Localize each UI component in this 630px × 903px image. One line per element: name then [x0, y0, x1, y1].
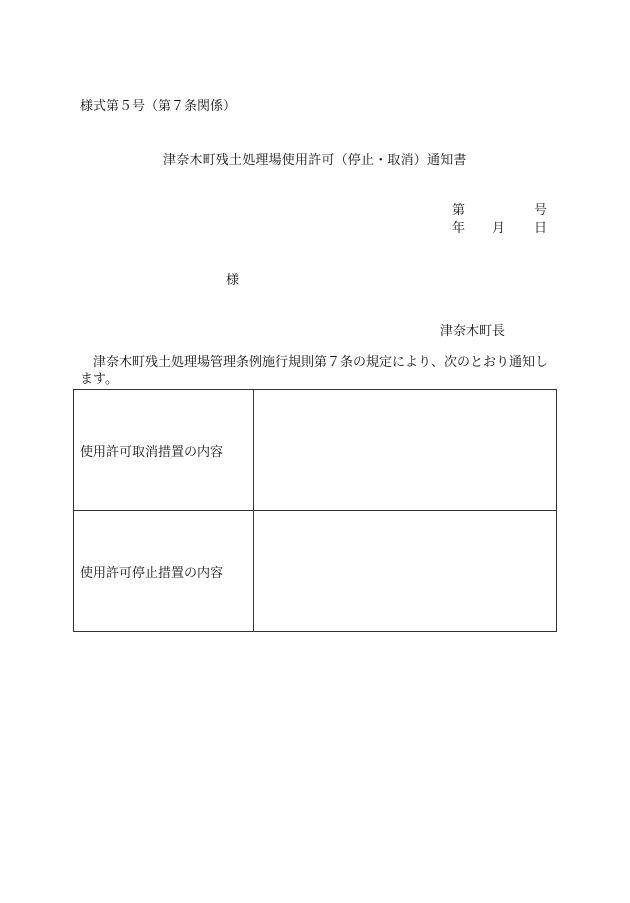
date-day-label: 日 — [534, 221, 548, 236]
table-row — [74, 390, 557, 511]
suspension-measure-value — [254, 511, 557, 632]
cancellation-measure-value — [254, 390, 557, 511]
cancellation-measure-label: 使用許可取消措置の内容 — [74, 390, 254, 511]
table-row — [74, 511, 557, 632]
sender-name: 津奈木町長 — [440, 324, 506, 339]
date-month-label: 月 — [492, 221, 506, 236]
form-number: 様式第５号（第７条関係） — [80, 99, 237, 114]
addressee-suffix: 様 — [226, 273, 240, 288]
number-suffix: 号 — [534, 203, 548, 218]
document-title: 津奈木町残土処理場使用許可（停止・取消）通知書 — [163, 153, 467, 168]
date-year-label: 年 — [452, 221, 466, 236]
content-table — [73, 389, 557, 632]
suspension-measure-label: 使用許可停止措置の内容 — [74, 511, 254, 632]
body-text: 津奈木町残土処理場管理条例施行規則第７条の規定により、次のとおり通知します。 — [80, 355, 549, 387]
number-prefix: 第 — [452, 203, 466, 218]
